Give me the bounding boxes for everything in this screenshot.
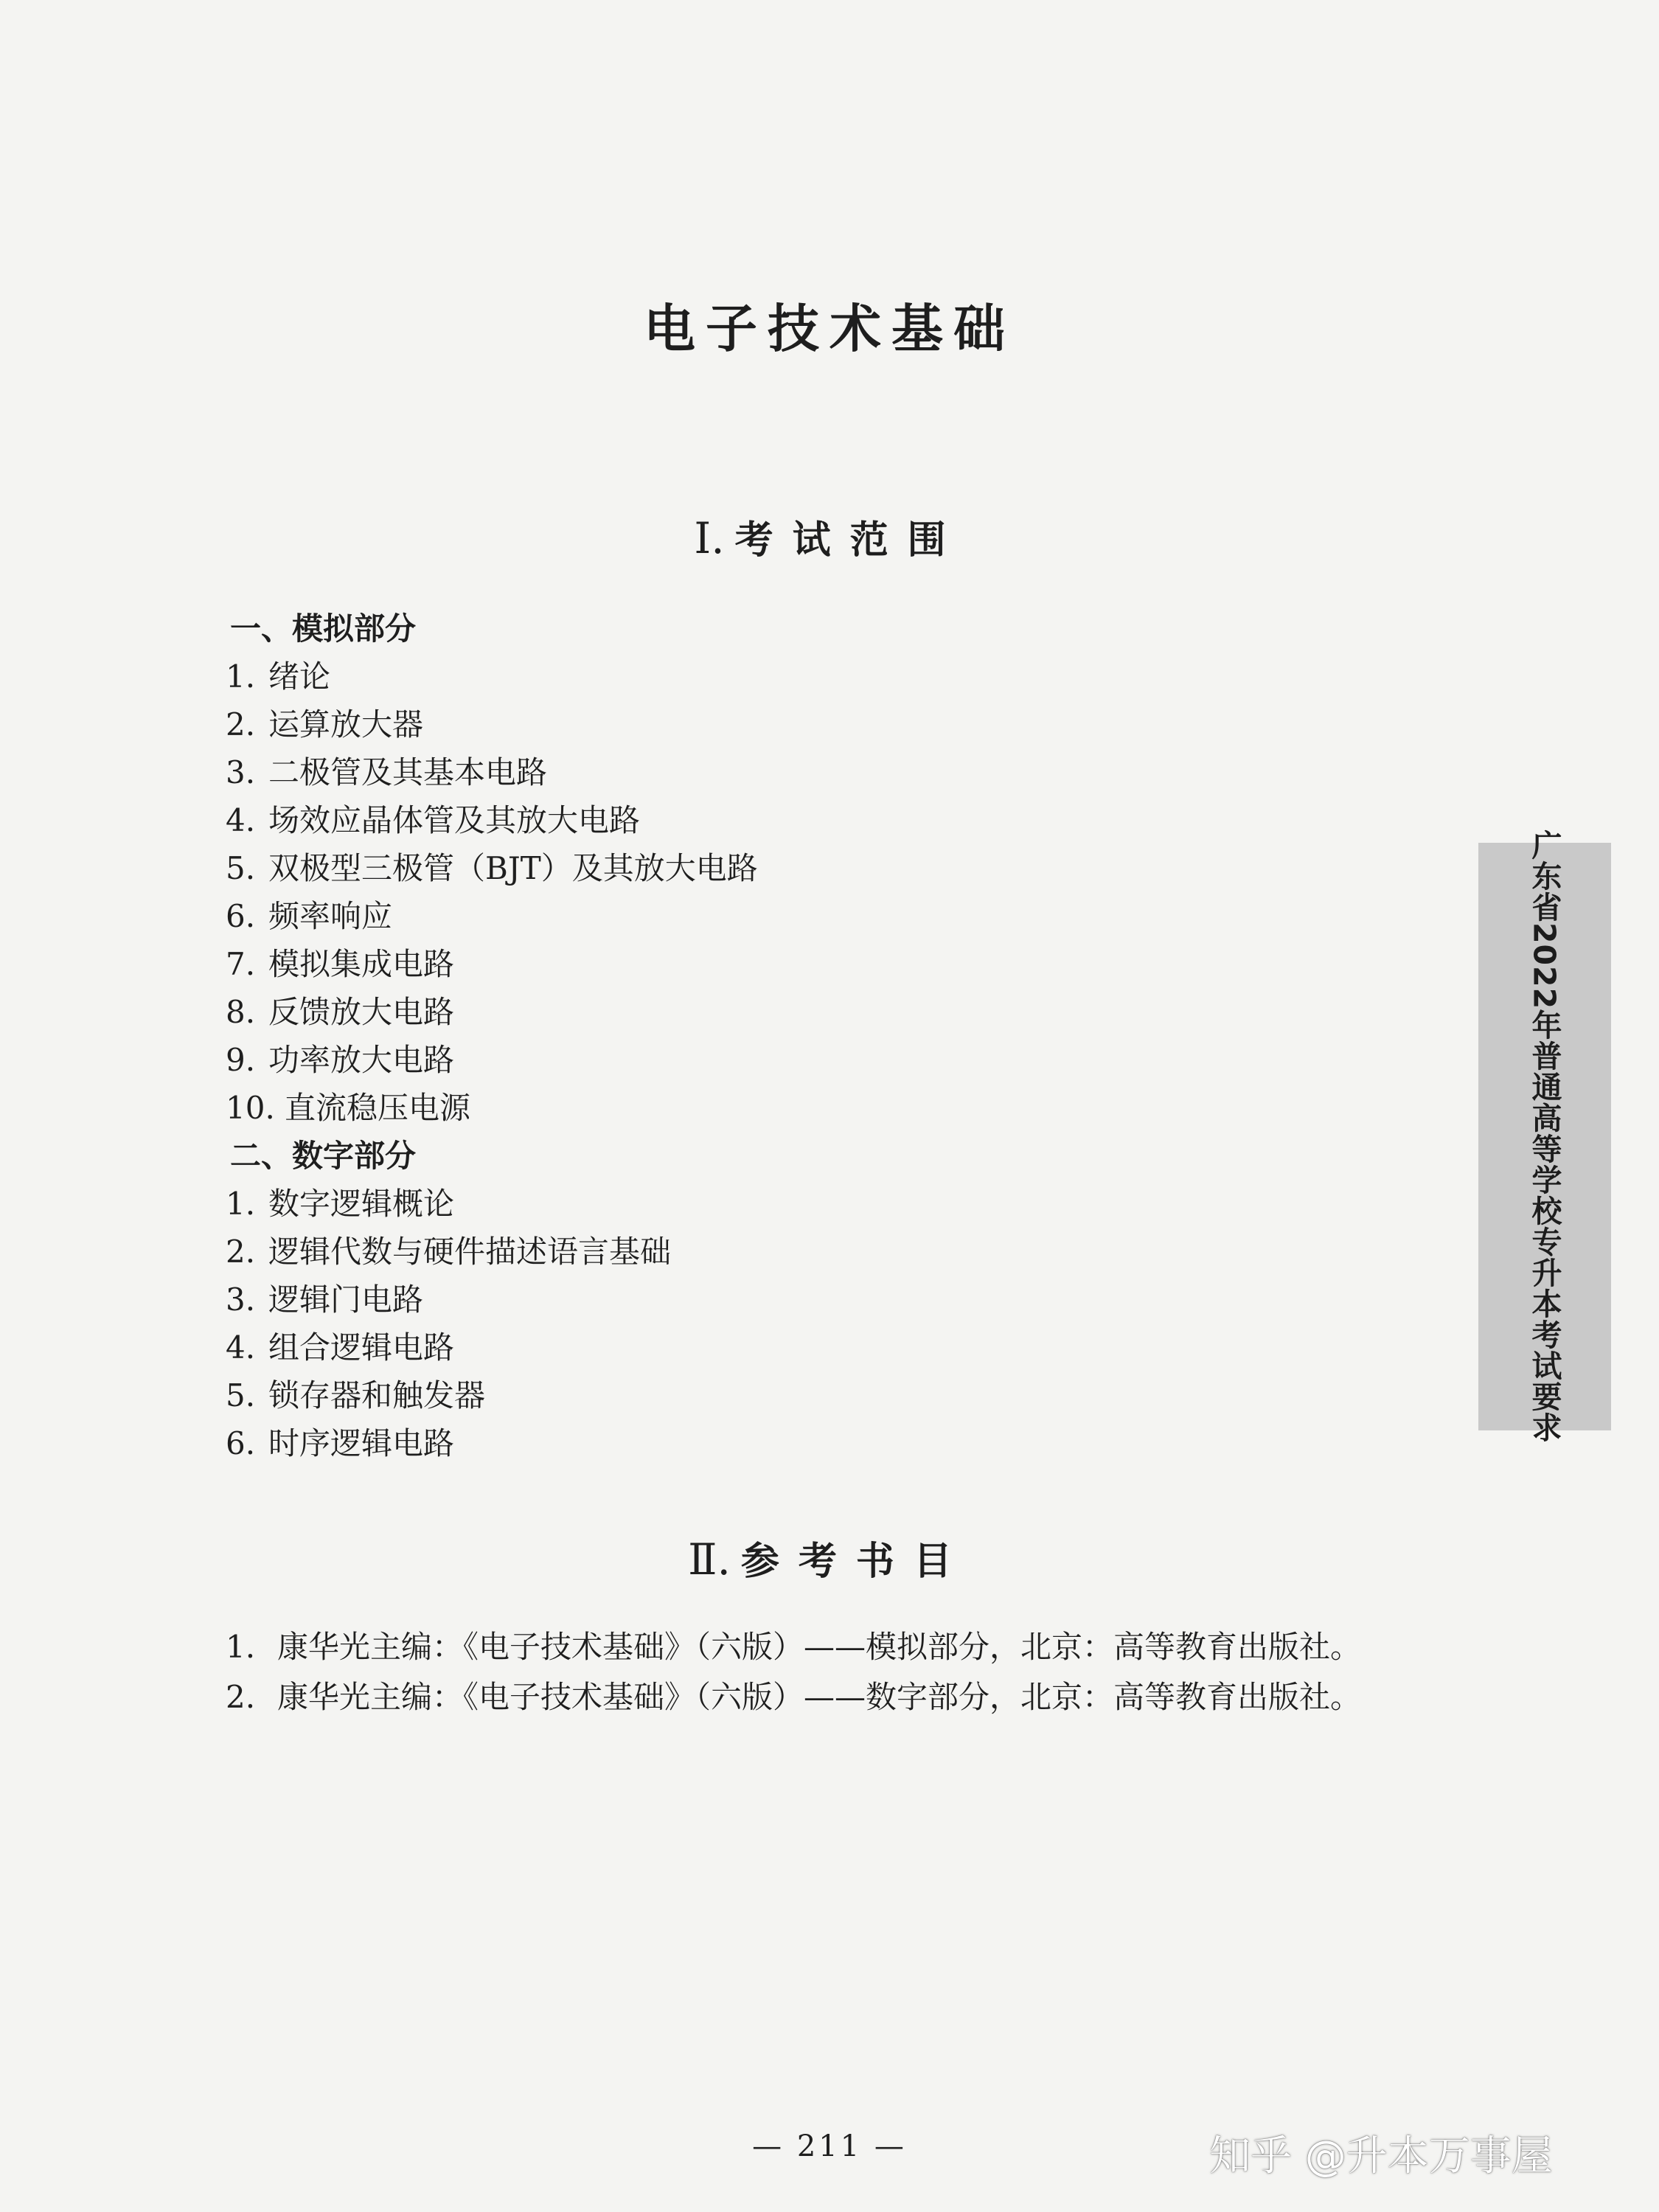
list-item bbox=[221, 653, 1327, 700]
item-number: 3. bbox=[226, 754, 256, 790]
list-item bbox=[221, 1419, 1327, 1467]
item-number: 1. bbox=[226, 1186, 256, 1222]
list-item bbox=[221, 892, 1327, 940]
item-text: 组合逻辑电路 bbox=[268, 1329, 455, 1366]
item-text: 模拟集成电路 bbox=[268, 946, 455, 982]
reference-text: 康华光主编：《电子技术基础》（六版）——数字部分，北京：高等教育出版社。 bbox=[277, 1679, 1362, 1715]
section-name: 考试范围 bbox=[734, 518, 965, 563]
watermark: 知乎 @升本万事屋 bbox=[1209, 2132, 1553, 2180]
reference-item bbox=[221, 1672, 1475, 1722]
item-text: 逻辑门电路 bbox=[268, 1281, 424, 1318]
reference-list bbox=[221, 1622, 1475, 1722]
list-item bbox=[221, 1036, 1327, 1084]
section-numeral: Ⅱ. bbox=[688, 1534, 731, 1585]
list-item bbox=[221, 940, 1327, 988]
list-item bbox=[221, 1084, 1327, 1132]
section-title-references bbox=[0, 1530, 1659, 1585]
list-item bbox=[221, 748, 1327, 796]
item-number: 4. bbox=[226, 1329, 256, 1366]
item-number: 2. bbox=[226, 1234, 256, 1270]
section-title-exam-scope bbox=[0, 509, 1659, 564]
item-text: 直流稳压电源 bbox=[285, 1090, 471, 1126]
page-number: — 211 — bbox=[752, 2129, 907, 2163]
item-number: 10. bbox=[226, 1090, 275, 1126]
item-number: 5. bbox=[226, 1377, 256, 1413]
list-item bbox=[221, 1276, 1327, 1324]
item-number: 9. bbox=[226, 1042, 256, 1078]
item-text: 逻辑代数与硬件描述语言基础 bbox=[268, 1234, 672, 1270]
item-text: 频率响应 bbox=[268, 898, 393, 934]
item-text: 绪论 bbox=[268, 658, 331, 695]
list-item bbox=[221, 796, 1327, 844]
reference-item bbox=[221, 1622, 1475, 1672]
reference-number: 2. bbox=[226, 1679, 256, 1715]
item-number: 4. bbox=[226, 802, 256, 838]
side-tab-label: 广东省2022年普通高等学校专升本考试要求 bbox=[1526, 830, 1562, 1444]
list-item bbox=[221, 988, 1327, 1036]
item-text: 运算放大器 bbox=[268, 706, 424, 742]
page-title: 电子技术基础 bbox=[644, 299, 1015, 359]
list-item bbox=[221, 1228, 1327, 1276]
item-number: 1. bbox=[226, 658, 256, 695]
list-item bbox=[221, 844, 1327, 892]
item-number: 7. bbox=[226, 946, 256, 982]
item-number: 5. bbox=[226, 850, 256, 886]
list-item bbox=[221, 1324, 1327, 1371]
item-text: 锁存器和触发器 bbox=[268, 1377, 486, 1413]
item-text: 数字逻辑概论 bbox=[268, 1186, 455, 1222]
section-numeral: Ⅰ. bbox=[694, 513, 725, 563]
part-heading-analog: 一、模拟部分 bbox=[230, 611, 417, 647]
list-item bbox=[221, 1371, 1327, 1419]
item-text: 功率放大电路 bbox=[268, 1042, 455, 1078]
item-text: 时序逻辑电路 bbox=[268, 1425, 455, 1461]
item-number: 2. bbox=[226, 706, 256, 742]
section-name: 参考书目 bbox=[740, 1539, 971, 1584]
reference-text: 康华光主编：《电子技术基础》（六版）——模拟部分，北京：高等教育出版社。 bbox=[277, 1629, 1362, 1665]
reference-number: 1. bbox=[226, 1629, 256, 1665]
item-number: 8. bbox=[226, 994, 256, 1030]
list-item bbox=[221, 700, 1327, 748]
item-text: 二极管及其基本电路 bbox=[268, 754, 548, 790]
item-number: 6. bbox=[226, 898, 256, 934]
part-heading-digital: 二、数字部分 bbox=[230, 1138, 417, 1174]
item-number: 6. bbox=[226, 1425, 256, 1461]
item-text: 双极型三极管（BJT）及其放大电路 bbox=[268, 850, 758, 886]
item-text: 反馈放大电路 bbox=[268, 994, 455, 1030]
side-tab bbox=[1478, 830, 1611, 1444]
exam-scope-outline bbox=[221, 605, 1327, 1467]
item-text: 场效应晶体管及其放大电路 bbox=[268, 802, 641, 838]
list-item bbox=[221, 1180, 1327, 1228]
item-number: 3. bbox=[226, 1281, 256, 1318]
